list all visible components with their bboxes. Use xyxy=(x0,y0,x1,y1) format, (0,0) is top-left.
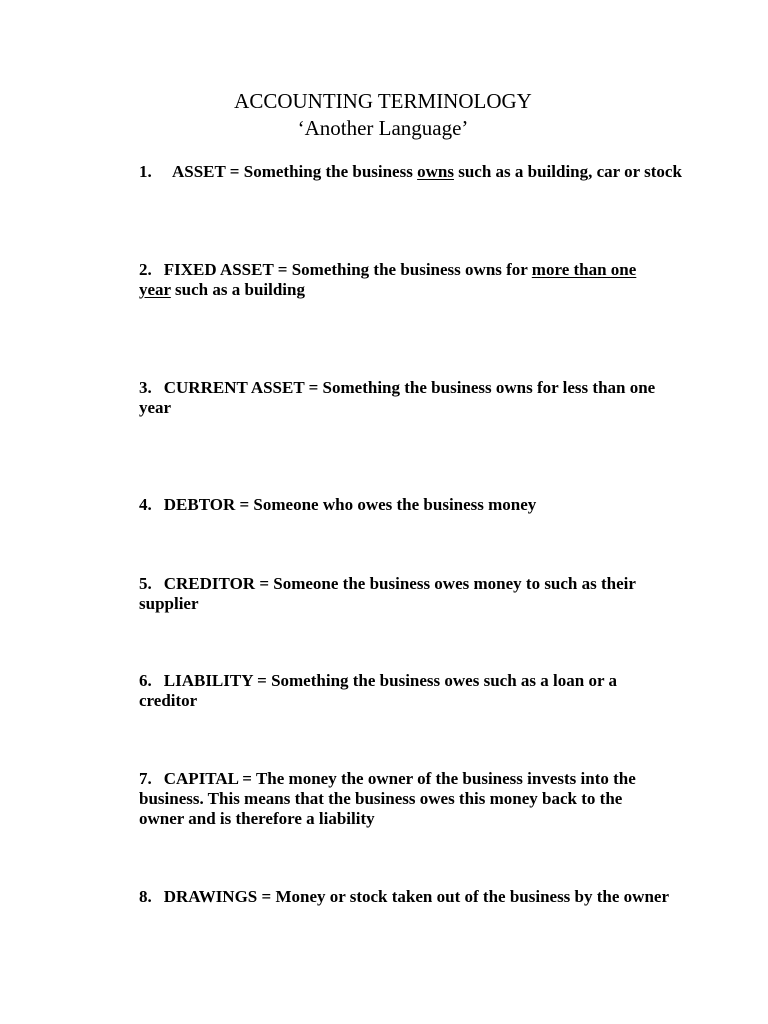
term-item-creditor xyxy=(139,574,669,614)
item-number: 3. xyxy=(139,378,152,397)
term-item-asset xyxy=(139,162,687,182)
document-title: ACCOUNTING TERMINOLOGY xyxy=(234,89,532,113)
item-number: 5. xyxy=(139,574,152,593)
term-item-debtor xyxy=(139,495,669,515)
underlined-text: more than one year xyxy=(139,260,637,299)
definition-text: such as a building, car or stock xyxy=(453,162,682,181)
item-number: 7. xyxy=(139,769,152,788)
definition-text: DRAWINGS = Money or stock taken out of the business by the owner xyxy=(163,887,669,906)
item-number: 1. xyxy=(139,162,152,181)
term-item-current-asset xyxy=(139,378,669,418)
item-number: 6. xyxy=(139,671,152,690)
item-number: 8. xyxy=(139,887,152,906)
definition-text: CREDITOR = Someone the business owes money to such as their supplier xyxy=(139,574,636,613)
underlined-text: owns xyxy=(417,162,454,181)
term-item-liability xyxy=(139,671,669,711)
definition-text: DEBTOR = Someone who owes the business money xyxy=(163,495,537,514)
term-item-capital xyxy=(139,769,669,829)
item-number: 4. xyxy=(139,495,152,514)
document-subtitle: ‘Another Language’ xyxy=(297,116,469,140)
term-item-drawings xyxy=(139,887,669,907)
definition-text: CAPITAL = The money the owner of the business invests into the business. This means that the business owes this money back to the owner and is therefore a liability xyxy=(139,769,636,828)
definition-text: FIXED ASSET = Something the business owns for xyxy=(163,260,532,279)
definition-text: such as a building xyxy=(170,280,305,299)
definition-text: CURRENT ASSET = Something the business owns for less than one year xyxy=(139,378,656,417)
definition-text: LIABILITY = Something the business owes such as a loan or a creditor xyxy=(139,671,617,710)
definition-text: ASSET = Something the business xyxy=(172,162,418,181)
term-item-fixed-asset xyxy=(139,260,669,300)
item-number: 2. xyxy=(139,260,152,279)
